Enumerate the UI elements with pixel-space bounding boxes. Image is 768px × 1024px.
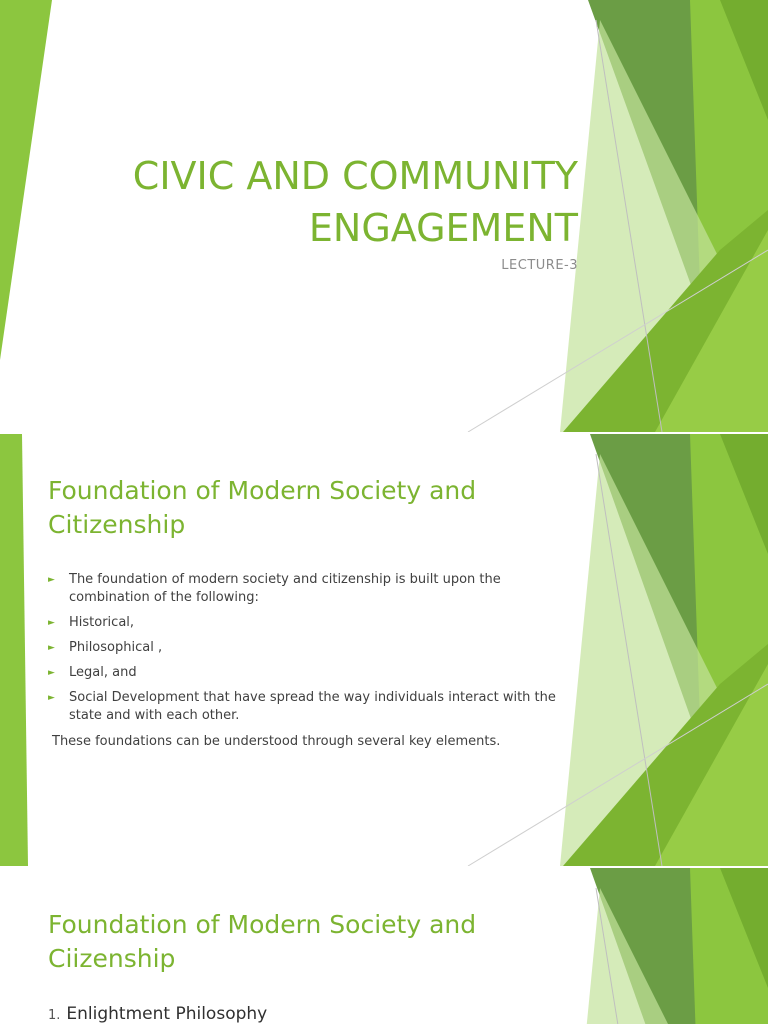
title-slide <box>0 0 768 432</box>
slide-title: Foundation of Modern Society and Ciizenship <box>48 910 477 973</box>
numbered-item <box>48 1004 267 1024</box>
slide-subtitle: LECTURE-3 <box>501 258 578 273</box>
arrow-bullet-icon: ► <box>48 668 55 678</box>
arrow-bullet-icon: ► <box>48 575 55 585</box>
arrow-bullet-icon: ► <box>48 693 55 703</box>
list-item: ► Social Development that have spread the way individuals interact with the state and with each other. <box>48 690 556 723</box>
item-number: 1. <box>48 1008 61 1023</box>
item-text: Enlightment Philosophy <box>66 1004 268 1024</box>
list-item: ► Philosophical , <box>48 640 163 655</box>
content-slide <box>0 868 768 1024</box>
slide-title: Foundation of Modern Society and Citizenship <box>48 476 477 539</box>
arrow-bullet-icon: ► <box>48 643 55 653</box>
bullet-list <box>48 571 568 732</box>
list-item: ► Historical, <box>48 615 135 630</box>
summary-text: These foundations can be understood through several key elements. <box>52 734 501 749</box>
slide-title: CIVIC AND COMMUNITY ENGAGEMENT <box>132 154 578 250</box>
content-slide <box>0 434 768 866</box>
arrow-bullet-icon: ► <box>48 618 55 628</box>
list-item: ► The foundation of modern society and citizenship is built upon the combination of the following: <box>48 572 501 605</box>
list-item: ► Legal, and <box>48 665 137 680</box>
